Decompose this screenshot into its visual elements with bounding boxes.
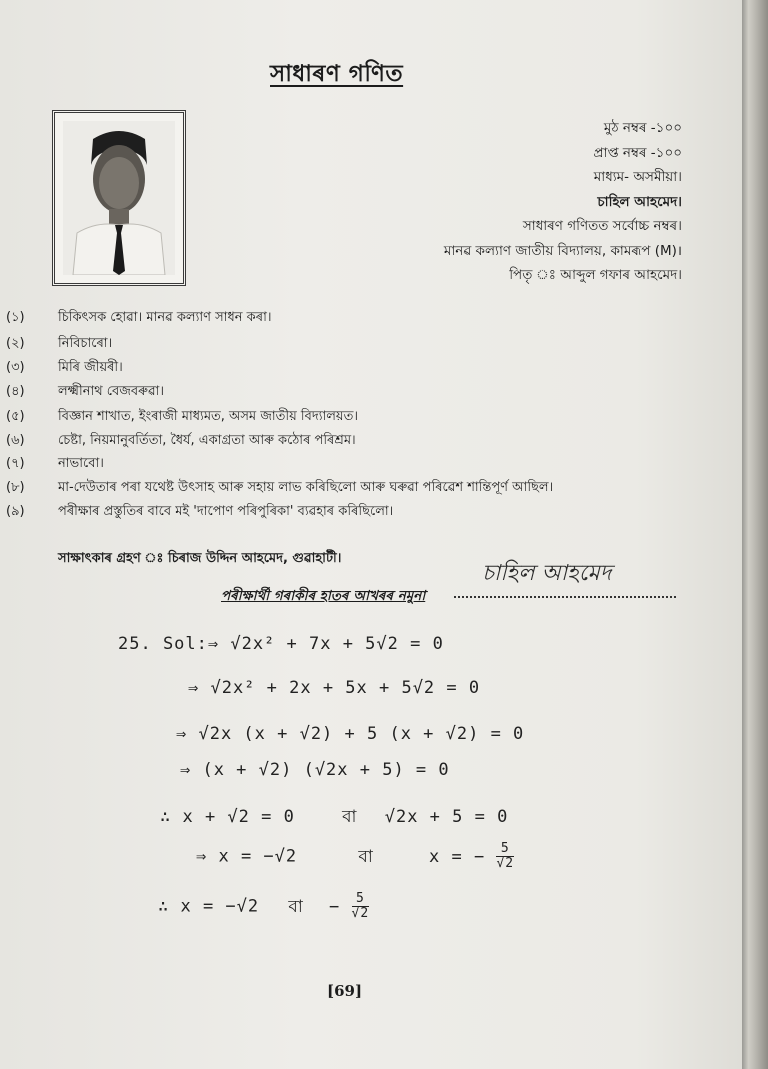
list-item: (৩) মিৰি জীয়ৰী। — [6, 360, 123, 375]
list-item: (৮) মা-দেউতাৰ পৰা যথেষ্ট উৎসাহ আৰু সহায় লাভ কৰিছিলো আৰু ঘৰুৱা পৰিৱেশ শান্তিপূৰ্ণ আছিল। — [6, 480, 554, 495]
handwriting-line: ⇒ x = −√2 বা x = − $\frac{5}{√2}$ — [196, 841, 515, 871]
obtained-marks: প্ৰাপ্ত নম্বৰ -১০০ — [593, 144, 682, 161]
book-spine — [742, 0, 768, 1069]
list-item: (৬) চেষ্টা, নিয়মানুবৰ্তিতা, ধৈৰ্য, একাগ্ৰতা আৰু কঠোৰ পৰিশ্ৰম। — [6, 433, 356, 448]
student-info-block — [444, 116, 682, 288]
father-name: পিতৃ ঃ আব্দুল গফাৰ আহমেদ। — [509, 267, 682, 283]
list-item: (২) নিবিচাৰো। — [6, 336, 113, 351]
handwriting-sample-heading: পৰীক্ষাৰ্থী গৰাকীৰ হাতৰ আখৰৰ নমুনা — [221, 588, 426, 604]
signature: চাহিল আহমেদ — [482, 561, 612, 586]
list-item: (৪) লক্ষ্মীনাথ বেজবৰুৱা। — [6, 384, 164, 399]
fraction: $\frac{5}{√2}$ — [351, 891, 370, 921]
interview-credit: সাক্ষাৎকাৰ গ্ৰহণ ঃ চিৰাজ উদ্দিন আহমেদ, গুৱাহাটী। — [58, 551, 342, 566]
list-item: (৫) বিজ্ঞান শাখাত, ইংৰাজী মাধ্যমত, অসম জাতীয় বিদ্যালয়ত। — [6, 409, 358, 424]
list-item: (১) চিকিৎসক হোৱা। মানৱ কল্যাণ সাধন কৰা। — [6, 310, 272, 325]
school-name: মানৱ কল্যাণ জাতীয় বিদ্যালয়, কামৰূপ (M)। — [443, 242, 682, 259]
page-number: [69] — [327, 982, 363, 1000]
handwriting-line: ⇒ √2x (x + √2) + 5 (x + √2) = 0 — [176, 724, 525, 744]
student-photo — [52, 110, 186, 286]
handwriting-line: 25. Sol:⇒ √2x² + 7x + 5√2 = 0 — [118, 634, 444, 654]
dotted-divider — [454, 596, 676, 598]
achievement: সাধাৰণ গণিতত সৰ্বোচ্চ নম্বৰ। — [522, 218, 682, 234]
handwriting-line: ∴ x + √2 = 0 বা √2x + 5 = 0 — [160, 807, 509, 827]
student-portrait-image — [63, 121, 175, 275]
handwriting-line: ⇒ √2x² + 2x + 5x + 5√2 = 0 — [188, 678, 481, 698]
student-name: চাহিল আহমেদ। — [597, 193, 682, 210]
list-item: (৯) পৰীক্ষাৰ প্ৰস্তুতিৰ বাবে মই 'দাপোণ পৰিপুৰিকা' ব্যৱহাৰ কৰিছিলো। — [6, 504, 394, 519]
total-marks: মুঠ নম্বৰ -১০০ — [603, 120, 682, 136]
medium: মাধ্যম- অসমীয়া। — [593, 169, 682, 185]
list-item: (৭) নাভাবো। — [6, 456, 104, 471]
handwriting-line: ∴ x = −√2 বা − $\frac{5}{√2}$ — [158, 891, 370, 921]
page-title: সাধাৰণ গণিত — [270, 61, 404, 87]
handwriting-line: ⇒ (x + √2) (√2x + 5) = 0 — [180, 760, 450, 780]
fraction: $\frac{5}{√2}$ — [496, 841, 515, 871]
